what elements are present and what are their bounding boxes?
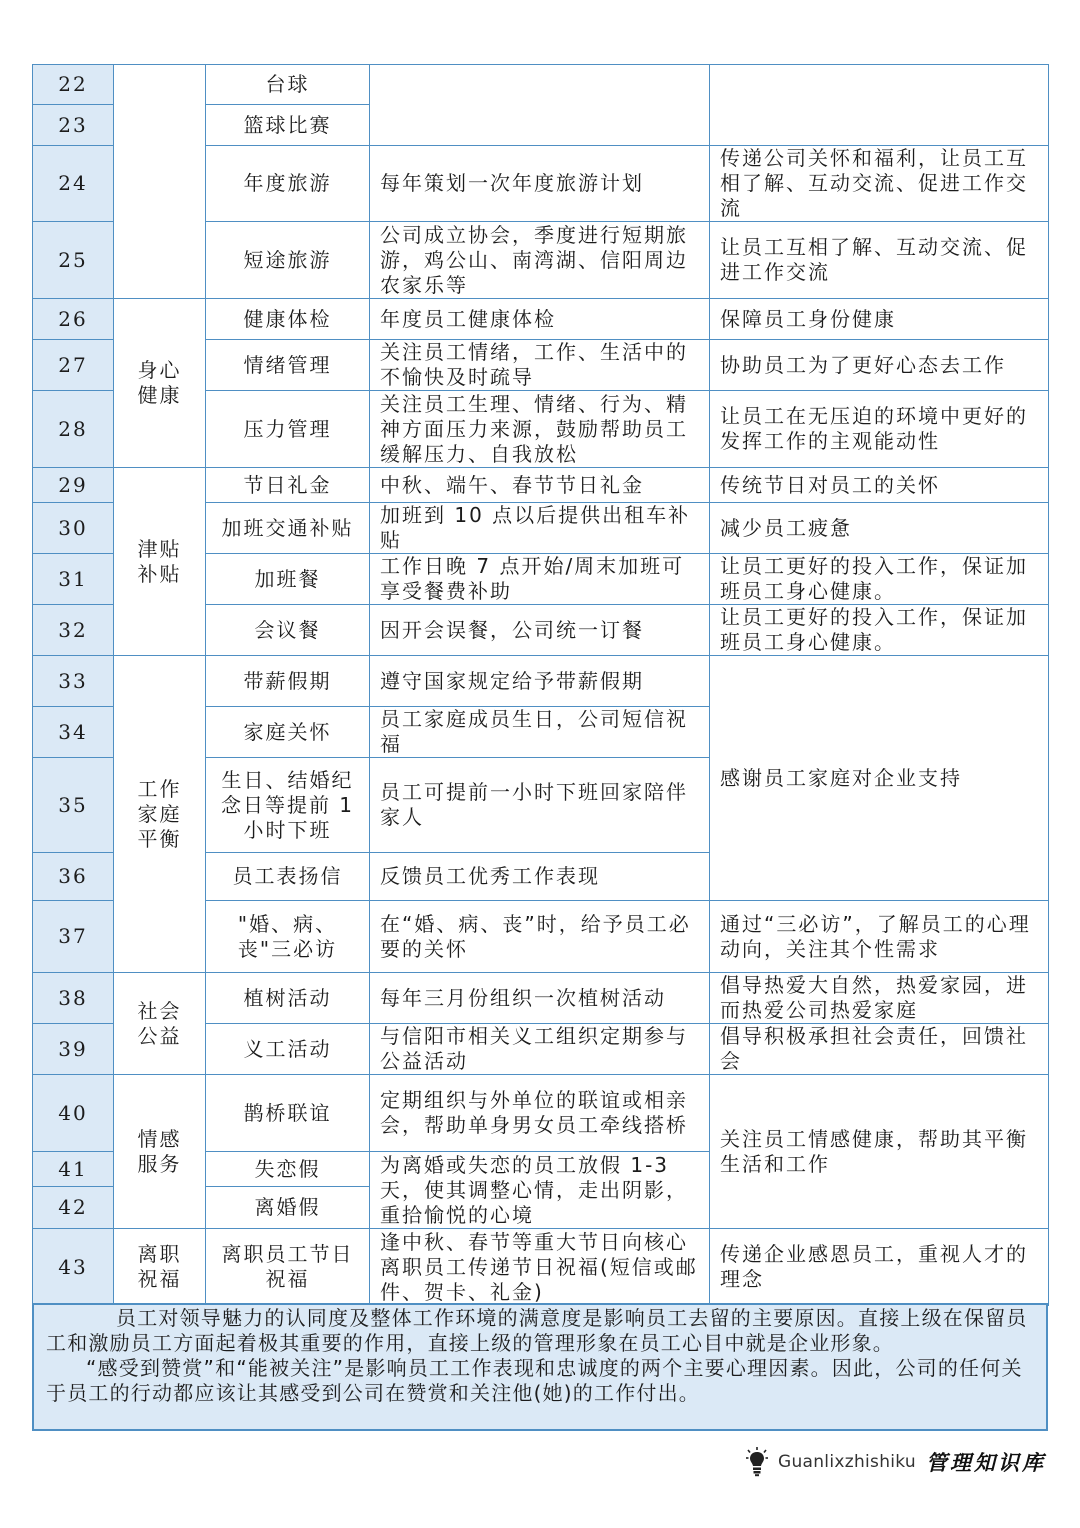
row-number: 22: [33, 65, 114, 105]
item-name: 加班餐: [206, 554, 370, 605]
item-name: 会议餐: [206, 605, 370, 656]
item-name: 带薪假期: [206, 656, 370, 707]
item-description: 加班到 10 点以后提供出租车补贴: [370, 503, 710, 554]
category-label: 社会 公益: [137, 998, 182, 1048]
summary-paragraph: 员工对领导魅力的认同度及整体工作环境的满意度是影响员工去留的主要原因。直接上级在保留员工和激励员工方面起着极其重要的作用，直接上级的管理形象在员工心目中就是企业形象。: [46, 1306, 1028, 1355]
item-description: 在“婚、病、丧”时，给予员工必要的关怀: [370, 901, 710, 973]
table-row: [33, 468, 1049, 503]
item-description: 员工家庭成员生日，公司短信祝福: [370, 707, 710, 758]
item-name: 年度旅游: [206, 146, 370, 222]
row-number: 28: [33, 391, 114, 468]
category-cell: [114, 1075, 206, 1229]
row-number: 38: [33, 973, 114, 1024]
item-name: 离职员工节日祝福: [206, 1229, 370, 1306]
item-goal: 协助员工为了更好心态去工作: [710, 340, 1049, 391]
item-description: 因开会误餐，公司统一订餐: [370, 605, 710, 656]
item-name: 鹊桥联谊: [206, 1075, 370, 1152]
brand-name-chinese: 管理知识库: [926, 1450, 1046, 1475]
row-number: 40: [33, 1075, 114, 1152]
item-name: 义工活动: [206, 1024, 370, 1075]
row-number: 24: [33, 146, 114, 222]
item-goal: 保障员工身份健康: [710, 299, 1049, 340]
row-number: 31: [33, 554, 114, 605]
category-label: 津贴 补贴: [137, 536, 182, 586]
table-row: [33, 299, 1049, 340]
item-description: 关注员工生理、情绪、行为、精神方面压力来源，鼓励帮助员工缓解压力、自我放松: [370, 391, 710, 468]
item-name: 节日礼金: [206, 468, 370, 503]
row-number: 39: [33, 1024, 114, 1075]
item-goal: 倡导热爱大自然，热爱家园，进而热爱公司热爱家庭: [710, 973, 1049, 1024]
lightbulb-icon: [746, 1447, 768, 1477]
row-number: 25: [33, 222, 114, 299]
item-goal: 通过“三必访”，了解员工的心理动向，关注其个性需求: [710, 901, 1049, 973]
row-number: 37: [33, 901, 114, 973]
item-goal: 让员工更好的投入工作，保证加班员工身心健康。: [710, 554, 1049, 605]
category-label: 离职 祝福: [137, 1242, 182, 1291]
category-cell: [114, 973, 206, 1075]
row-number: 33: [33, 656, 114, 707]
item-description: 关注员工情绪，工作、生活中的不愉快及时疏导: [370, 340, 710, 391]
category-cell: [114, 656, 206, 973]
item-goal: 减少员工疲惫: [710, 503, 1049, 554]
summary-paragraph: “感受到赞赏”和“能被关注”是影响员工工作表现和忠诚度的两个主要心理因素。因此，公司的任何关于员工的行动都应该让其感受到公司在赞赏和关注他(她)的工作付出。: [46, 1356, 1023, 1405]
category-cell: [114, 65, 206, 299]
category-label: 身心 健康: [137, 358, 182, 407]
item-description: 中秋、端午、春节节日礼金: [370, 468, 710, 503]
row-number: 23: [33, 105, 114, 146]
item-name: 植树活动: [206, 973, 370, 1024]
table-row: [33, 65, 1049, 105]
item-description: 为离婚或失恋的员工放假 1-3 天，使其调整心情，走出阴影，重拾愉悦的心境: [370, 1152, 710, 1229]
item-name: "婚、病、丧"三必访: [206, 901, 370, 973]
row-number: 29: [33, 468, 114, 503]
item-description: 定期组织与外单位的联谊或相亲会，帮助单身男女员工牵线搭桥: [370, 1075, 710, 1152]
item-name: 短途旅游: [206, 222, 370, 299]
category-label: 工作 家庭 平衡: [137, 776, 182, 851]
item-goal: 让员工在无压迫的环境中更好的发挥工作的主观能动性: [710, 391, 1049, 468]
item-name: 健康体检: [206, 299, 370, 340]
row-number: 42: [33, 1187, 114, 1229]
item-description: 员工可提前一小时下班回家陪伴家人: [370, 758, 710, 853]
item-goal: 让员工互相了解、互动交流、促进工作交流: [710, 222, 1049, 299]
category-cell: [114, 468, 206, 656]
item-name: 员工表扬信: [206, 853, 370, 901]
item-goal: 传递企业感恩员工，重视人才的理念: [710, 1229, 1049, 1306]
item-description: 公司成立协会，季度进行短期旅游，鸡公山、南湾湖、信阳周边农家乐等: [370, 222, 710, 299]
row-number: 35: [33, 758, 114, 853]
row-number: 41: [33, 1152, 114, 1187]
item-goal: [710, 65, 1049, 146]
item-goal: 传递公司关怀和福利，让员工互相了解、互动交流、促进工作交流: [710, 146, 1049, 222]
item-goal: 关注员工情感健康，帮助其平衡生活和工作: [710, 1075, 1049, 1229]
row-number: 34: [33, 707, 114, 758]
row-number: 32: [33, 605, 114, 656]
brand-name-english: Guanlixzhishiku: [777, 1452, 916, 1472]
summary-box: [32, 1303, 1048, 1431]
item-name: 家庭关怀: [206, 707, 370, 758]
item-goal: 感谢员工家庭对企业支持: [710, 656, 1049, 901]
welfare-table: [32, 64, 1049, 1306]
table-row: [33, 1229, 1049, 1306]
item-name: 失恋假: [206, 1152, 370, 1187]
row-number: 36: [33, 853, 114, 901]
item-description: 每年策划一次年度旅游计划: [370, 146, 710, 222]
item-goal: 让员工更好的投入工作，保证加班员工身心健康。: [710, 605, 1049, 656]
item-name: 压力管理: [206, 391, 370, 468]
row-number: 30: [33, 503, 114, 554]
row-number: 43: [33, 1229, 114, 1306]
footer-brand: [746, 1444, 1046, 1480]
item-name: 情绪管理: [206, 340, 370, 391]
item-description: 与信阳市相关义工组织定期参与公益活动: [370, 1024, 710, 1075]
item-description: [370, 65, 710, 146]
item-name: 加班交通补贴: [206, 503, 370, 554]
item-description: 年度员工健康体检: [370, 299, 710, 340]
table-row: [33, 973, 1049, 1024]
item-description: 反馈员工优秀工作表现: [370, 853, 710, 901]
category-cell: [114, 1229, 206, 1306]
item-description: 遵守国家规定给予带薪假期: [370, 656, 710, 707]
item-name: 生日、结婚纪念日等提前 1 小时下班: [206, 758, 370, 853]
item-name: 台球: [206, 65, 370, 105]
item-description: 每年三月份组织一次植树活动: [370, 973, 710, 1024]
item-name: 离婚假: [206, 1187, 370, 1229]
item-description: 工作日晚 7 点开始/周末加班可享受餐费补助: [370, 554, 710, 605]
category-label: 情感 服务: [137, 1126, 182, 1176]
item-description: 逢中秋、春节等重大节日向核心离职员工传递节日祝福(短信或邮件、贺卡、礼金): [370, 1229, 710, 1306]
row-number: 26: [33, 299, 114, 340]
item-goal: 传统节日对员工的关怀: [710, 468, 1049, 503]
table-row: [33, 1075, 1049, 1152]
table-row: [33, 656, 1049, 707]
row-number: 27: [33, 340, 114, 391]
item-name: 篮球比赛: [206, 105, 370, 146]
category-cell: [114, 299, 206, 468]
item-goal: 倡导积极承担社会责任，回馈社会: [710, 1024, 1049, 1075]
